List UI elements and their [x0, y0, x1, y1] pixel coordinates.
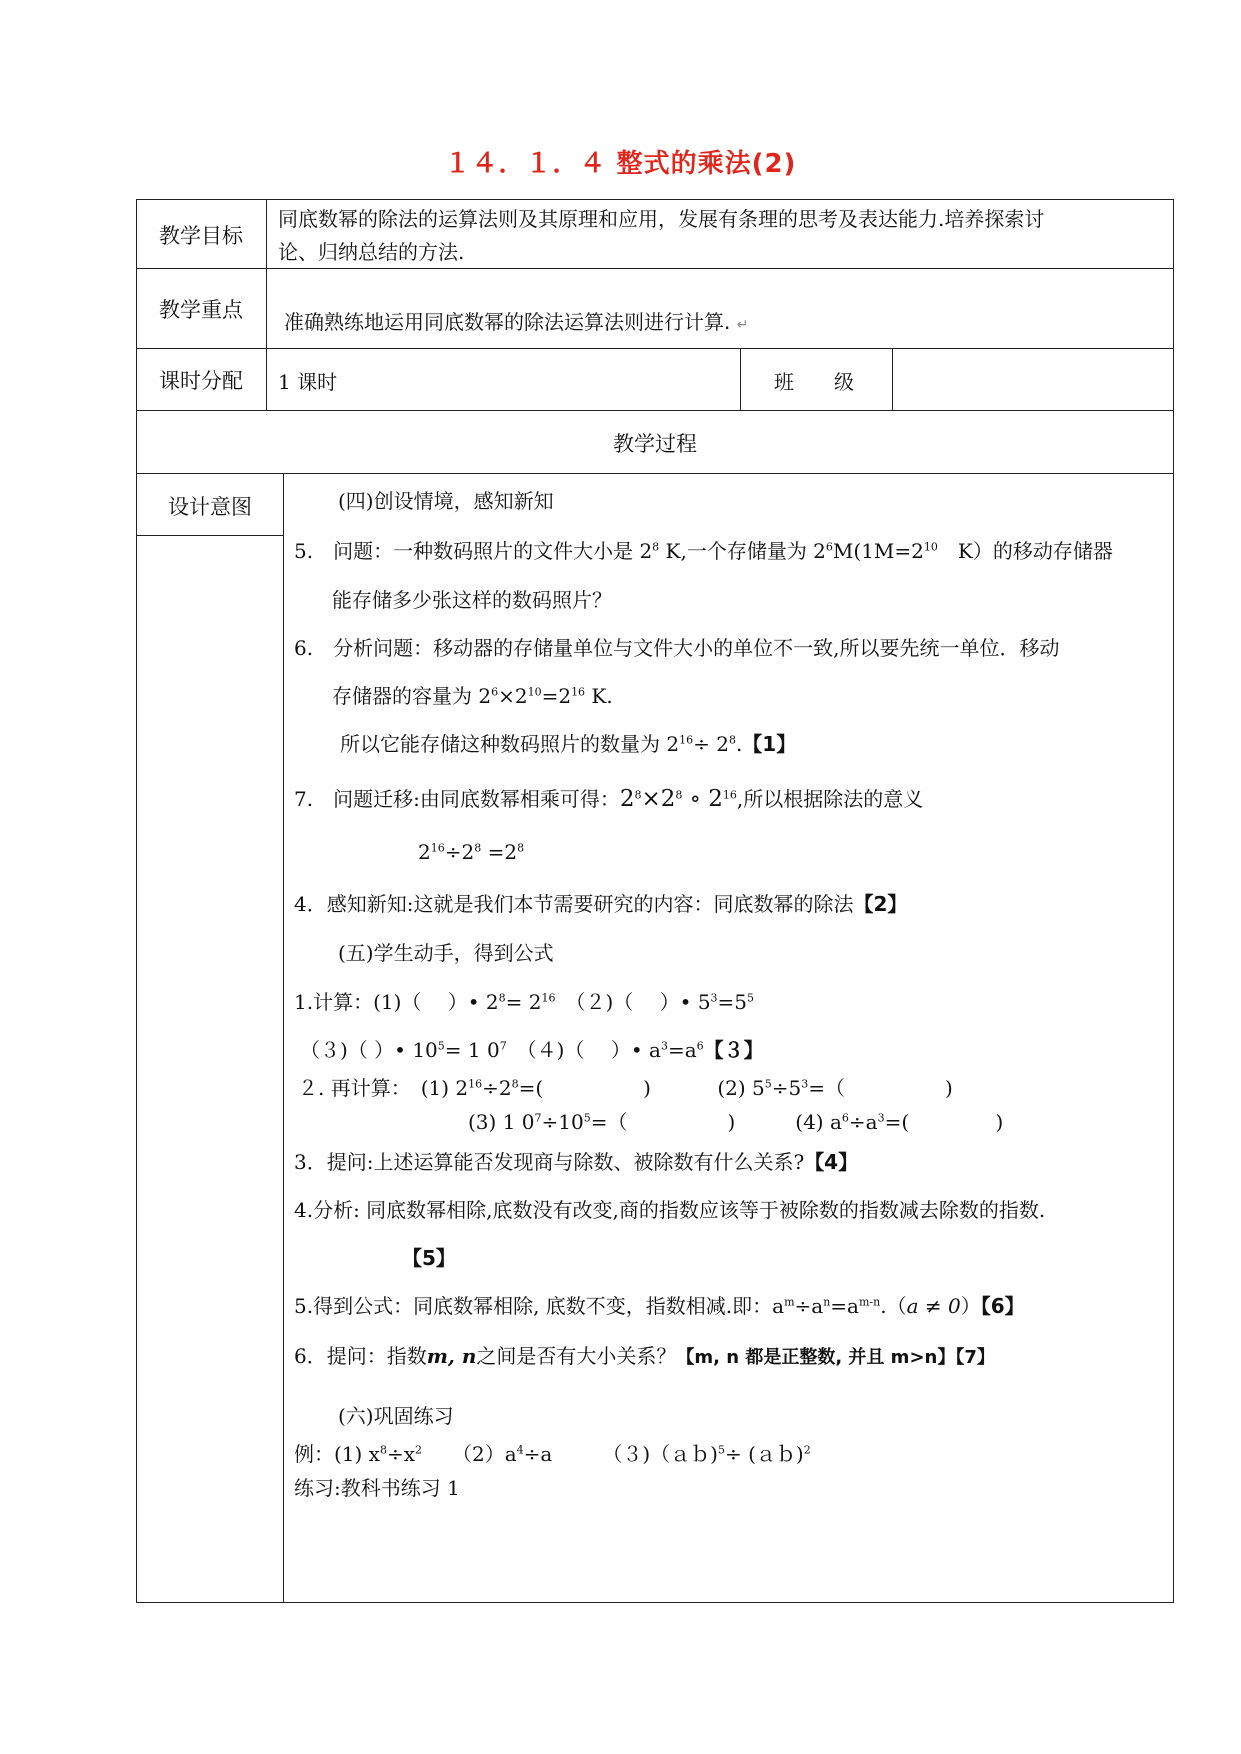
section-5-heading: (五)学生动手，得到公式 — [338, 941, 554, 965]
label-design: 设计意图 — [168, 495, 252, 519]
label-time: 课时分配 — [159, 369, 243, 393]
calc-1-line-1: 1.计算：(1)（ ）• $2^8= 2^{16}$ （２)（ ）• $5^3=5^5$ — [294, 990, 755, 1014]
col-divider — [892, 348, 893, 410]
recalc-2-line-1: ２. 再计算： (1) $2^{16}\div 2^8=$( ) (2) $5^5\div 5^3=$（ ) — [298, 1076, 953, 1100]
label-goal: 教学目标 — [159, 224, 243, 248]
row-divider — [136, 268, 1174, 269]
question-3: 3．提问:上述运算能否发现商与除数、被除数有什么关系?【4】 — [294, 1150, 859, 1174]
time-value: 1 课时 — [278, 370, 338, 394]
analysis-4-tag: 【5】 — [402, 1246, 456, 1270]
example-line: 例：(1) $x^8\div x^2$ $(2)a^4\div a$ （３)（ａｂ)$^5$÷ (ａｂ)$^2$ — [294, 1442, 811, 1466]
row-divider — [136, 410, 1174, 411]
transfer-7-line-1: 7. 问题迁移:由同底数幂相乘可得：$2^8\times 2^8$ ∘ $2^{16}$,所以根据除法的意义 — [294, 786, 924, 812]
key-point-text — [284, 306, 748, 335]
analysis-4: 4.分析: 同底数幂相除,底数没有改变,商的指数应该等于被除数的指数减去除数的指数. — [294, 1198, 1046, 1222]
return-mark: ↵ — [736, 317, 749, 333]
section-4-heading: (四)创设情境，感知新知 — [338, 489, 554, 513]
analysis-6-line-3: 所以它能存储这种数码照片的数量为 $2^{16}\div 2^8$.【1】 — [340, 732, 797, 756]
calc-1-line-2: （３)（ ）• $10^5= 1$ $0^7$ （４)（ ）• $a^3=a^6$【３】 — [300, 1038, 764, 1062]
process-header: 教学过程 — [613, 432, 697, 456]
goal-line-1: 同底数幂的除法的运算法则及其原理和应用，发展有条理的思考及表达能力.培养探索讨 — [278, 207, 1045, 231]
perceive-4: 4．感知新知:这就是我们本节需要研究的内容：同底数幂的除法【2】 — [294, 892, 908, 916]
goal-line-2: 论、归纳总结的方法. — [278, 240, 465, 264]
question-6: 6．提问：指数m, n之间是否有大小关系？【m, n 都是正整数, 并且 m>n】【7】 — [294, 1344, 995, 1368]
key-point-content: 准确熟练地运用同底数幂的除法运算法则进行计算. — [284, 310, 731, 334]
row-divider — [136, 473, 1174, 474]
problem-5-line-2: 能存储多少张这样的数码照片？ — [332, 588, 612, 612]
row-divider — [136, 348, 1174, 349]
class-label: 班 级 — [774, 370, 854, 394]
practice-line: 练习:教科书练习 1 — [294, 1476, 460, 1500]
label-key: 教学重点 — [159, 298, 243, 322]
analysis-6-line-2: 存储器的容量为 $2^6\times 2^{10}=2^{16}$ K. — [332, 684, 613, 708]
formula-5: 5.得到公式：同底数幂相除, 底数不变，指数相减.即：$a^m\div a^n=a^{m-n}.(a \ne 0)$【6】 — [294, 1294, 1025, 1318]
col-divider — [740, 348, 741, 410]
section-6-heading: (六)巩固练习 — [338, 1404, 454, 1428]
problem-5-line-1: 5. 问题：一种数码照片的文件大小是 $2^8$ K,一个存储量为 $2^6M(1M=2^{10}$ K）的移动存储器 — [294, 539, 1113, 563]
row-divider — [136, 535, 284, 536]
analysis-6-line-1: 6. 分析问题：移动器的存储量单位与文件大小的单位不一致,所以要先统一单位．移动 — [294, 636, 1060, 660]
recalc-2-line-2: (3) 1 $0^7\div 10^5=$（ ) (4) $a^6\div a^3=$( ) — [468, 1110, 1004, 1134]
col-divider — [266, 199, 267, 410]
page-title: １４．１．４ 整式的乘法(2) — [444, 149, 797, 179]
col-divider — [283, 473, 284, 1603]
transfer-7-line-2: $2^{16}\div 2^8 =2^8$ — [418, 840, 525, 864]
